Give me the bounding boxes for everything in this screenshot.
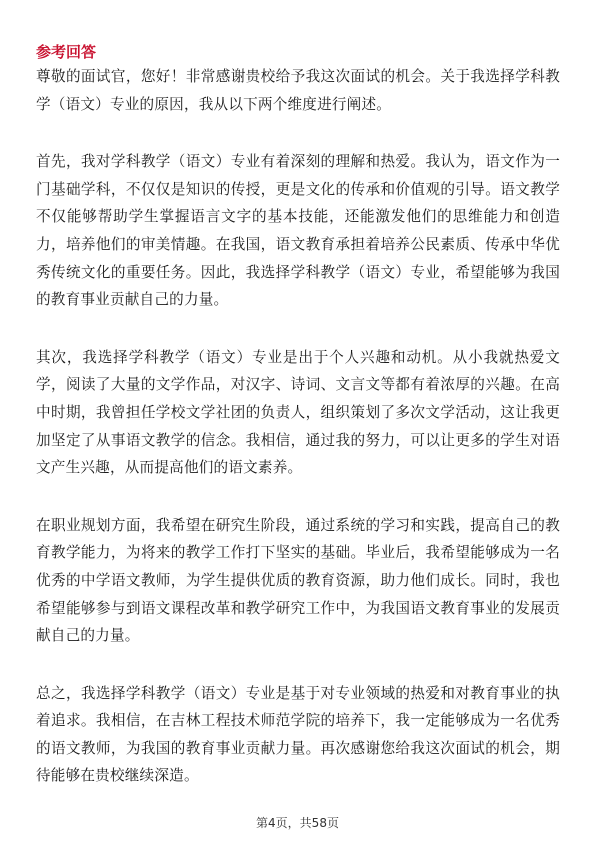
section-heading: 参考回答: [36, 43, 97, 61]
paragraph-greeting: 尊敬的面试官，您好！非常感谢贵校给予我这次面试的机会。关于我选择学科教学（语文）专业的原因，我从以下两个维度进行阐述。: [36, 68, 560, 113]
paragraph-understanding: 首先，我对学科教学（语文）专业有着深刻的理解和热爱。我认为，语文作为一门基础学科，不仅仅是知识的传授，更是文化的传承和价值观的引导。语文教学不仅能够帮助学生掌握语言文字的基本技能，还能激发他们的思维能力和创造力，培养他们的审美情趣。在我国，语文教育承担着培养公民素质、传承中华优秀传统文化的重要任务。因此，我选择学科教学（语文）专业，希望能够为我国的教育事业贡献自己的力量。: [36, 153, 560, 309]
paragraph-conclusion: 总之，我选择学科教学（语文）专业是基于对专业领域的热爱和对教育事业的执着追求。我相信，在吉林工程技术师范学院的培养下，我一定能够成为一名优秀的语文教师，为我国的教育事业贡献力量。再次感谢您给我这次面试的机会，期待能够在贵校继续深造。: [36, 684, 560, 785]
answer-body: [36, 63, 560, 790]
paragraph-career-plan: 在职业规划方面，我希望在研究生阶段，通过系统的学习和实践，提高自己的教育教学能力，为将来的教学工作打下坚实的基础。毕业后，我希望能够成为一名优秀的中学语文教师，为学生提供优质的教育资源，助力他们成长。同时，我也希望能够参与到语文课程改革和教学研究工作中，为我国语文教育事业的发展贡献自己的力量。: [36, 516, 560, 645]
page-number: 第4页，共58页: [256, 816, 339, 830]
paragraph-interest: 其次，我选择学科教学（语文）专业是出于个人兴趣和动机。从小我就热爱文学，阅读了大量的文学作品，对汉字、诗词、文言文等都有着浓厚的兴趣。在高中时期，我曾担任学校文学社团的负责人，组织策划了多次文学活动，这让我更加坚定了从事语文教学的信念。我相信，通过我的努力，可以让更多的学生对语文产生兴趣，从而提高他们的语文素养。: [36, 348, 560, 477]
